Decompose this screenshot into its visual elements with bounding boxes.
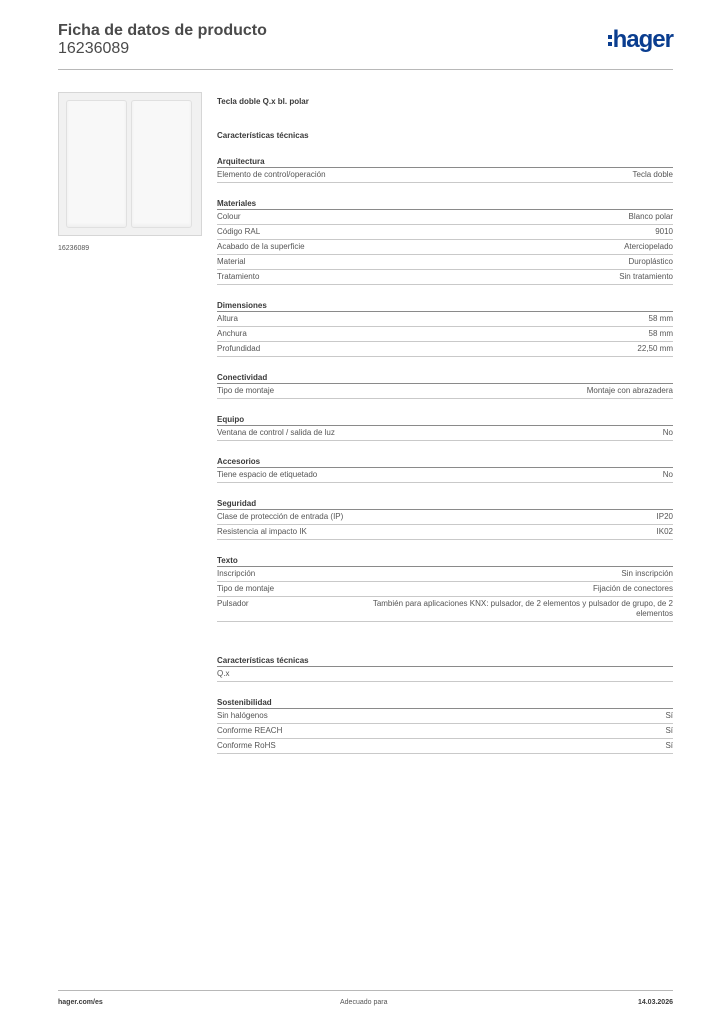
spec-label: Resistencia al impacto IK — [217, 527, 307, 536]
spec-row — [217, 312, 673, 327]
logo-dots-icon — [608, 35, 612, 46]
spec-label: Material — [217, 257, 246, 266]
spec-label: Pulsador — [217, 599, 249, 608]
spec-row — [217, 240, 673, 255]
document-title: Ficha de datos de producto — [58, 22, 267, 39]
spec-label: Clase de protección de entrada (IP) — [217, 512, 344, 521]
spec-value: También para aplicaciones KNX: pulsador, de 2 elementos y pulsador de grupo, de 2 elementos — [372, 599, 673, 618]
rocker-left — [66, 100, 127, 228]
spec-label: Q.x — [217, 669, 230, 678]
spec-row — [217, 255, 673, 270]
spec-row — [217, 597, 673, 622]
spec-label: Código RAL — [217, 227, 261, 236]
spec-value: No — [662, 428, 673, 437]
spec-row — [217, 426, 673, 441]
spec-section — [217, 414, 673, 441]
spec-label: Elemento de control/operación — [217, 170, 326, 179]
spec-value: Sí — [665, 711, 673, 720]
spec-section — [217, 372, 673, 399]
spec-label: Profundidad — [217, 344, 261, 353]
product-name: Tecla doble Q.x bl. polar — [217, 97, 309, 106]
spec-value: Sí — [665, 741, 673, 750]
spec-row — [217, 468, 673, 483]
spec-row — [217, 270, 673, 285]
spec-row — [217, 342, 673, 357]
spec-value: 9010 — [655, 227, 673, 236]
spec-label: Ventana de control / salida de luz — [217, 428, 335, 437]
spec-row — [217, 225, 673, 240]
spec-value: 22,50 mm — [637, 344, 673, 353]
spec-content — [217, 96, 673, 754]
spec-row — [217, 724, 673, 739]
spec-row — [217, 327, 673, 342]
section-title: Dimensiones — [217, 300, 673, 312]
main-heading: Características técnicas — [217, 131, 309, 140]
spec-label: Tratamiento — [217, 272, 260, 281]
section-title: Materiales — [217, 198, 673, 210]
document-footer — [58, 990, 673, 1010]
spec-value: IP20 — [656, 512, 673, 521]
footer-date: 14.03.2026 — [637, 999, 673, 1006]
spec-value: Tecla doble — [632, 170, 673, 179]
spec-label: Tipo de montaje — [217, 386, 275, 395]
spec-value: No — [662, 470, 673, 479]
section-title: Características técnicas — [217, 655, 673, 667]
spec-value: Sí — [665, 726, 673, 735]
spec-row — [217, 510, 673, 525]
spec-label: Acabado de la superficie — [217, 242, 305, 251]
spec-value: Sin inscripción — [621, 569, 673, 578]
spec-section — [217, 456, 673, 483]
spec-value: Montaje con abrazadera — [586, 386, 673, 395]
product-image — [58, 92, 202, 236]
spec-label: Conforme RoHS — [217, 741, 276, 750]
spec-row — [217, 567, 673, 582]
spec-section — [217, 655, 673, 682]
spec-label: Conforme REACH — [217, 726, 283, 735]
spec-value: Aterciopelado — [624, 242, 673, 251]
section-title: Seguridad — [217, 498, 673, 510]
spec-section — [217, 156, 673, 183]
hager-logo — [608, 28, 673, 52]
spec-label: Anchura — [217, 329, 247, 338]
spec-section — [217, 198, 673, 285]
spec-value: 58 mm — [648, 314, 673, 323]
spec-section — [217, 697, 673, 754]
logo-text: hager — [612, 26, 673, 53]
spec-label: Sin halógenos — [217, 711, 268, 720]
spec-row — [217, 582, 673, 597]
spec-value: 58 mm — [648, 329, 673, 338]
spec-row — [217, 709, 673, 724]
spec-row — [217, 210, 673, 225]
spec-row — [217, 384, 673, 399]
section-title: Sostenibilidad — [217, 697, 673, 709]
spec-value: Blanco polar — [628, 212, 673, 221]
spec-row — [217, 525, 673, 540]
spec-row — [217, 168, 673, 183]
spec-section — [217, 555, 673, 622]
spec-row — [217, 667, 673, 682]
spec-value: Fijación de conectores — [592, 584, 673, 593]
spec-label: Inscripción — [217, 569, 256, 578]
spec-value: Sin tratamiento — [619, 272, 673, 281]
spec-label: Tipo de montaje — [217, 584, 275, 593]
rocker-right — [131, 100, 192, 228]
spec-row — [217, 739, 673, 754]
spec-value: Duroplástico — [628, 257, 673, 266]
image-caption: 16236089 — [58, 245, 90, 252]
spec-section — [217, 300, 673, 357]
spec-label: Tiene espacio de etiquetado — [217, 470, 318, 479]
section-title: Conectividad — [217, 372, 673, 384]
spec-sections — [217, 156, 673, 754]
document-header — [58, 22, 673, 70]
section-title: Accesorios — [217, 456, 673, 468]
spec-value: IK02 — [656, 527, 673, 536]
footer-center-text: Adecuado para — [340, 999, 388, 1006]
spec-label: Altura — [217, 314, 238, 323]
section-title: Equipo — [217, 414, 673, 426]
spec-section — [217, 498, 673, 540]
section-title: Texto — [217, 555, 673, 567]
section-title: Arquitectura — [217, 156, 673, 168]
document-number: 16236089 — [58, 40, 130, 57]
spec-label: Colour — [217, 212, 241, 221]
footer-website[interactable]: hager.com/es — [58, 999, 103, 1006]
